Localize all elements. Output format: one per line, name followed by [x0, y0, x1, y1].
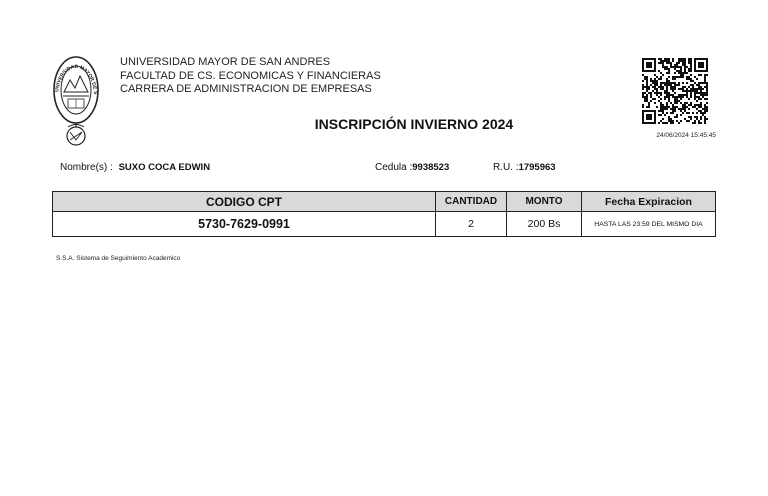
cedula-row [375, 162, 449, 173]
faculty-name: FACULTAD DE CS. ECONOMICAS Y FINANCIERAS [120, 69, 381, 82]
university-name: UNIVERSIDAD MAYOR DE SAN ANDRES [120, 56, 331, 68]
monto-value: 200 Bs [507, 212, 582, 237]
fecha-expiracion-value: HASTA LAS 23:59 DEL MISMO DIA [582, 212, 716, 237]
ru-value: 1795963 [518, 162, 556, 173]
header-fecha-expiracion: Fecha Expiracion [582, 192, 716, 212]
ru-label: R.U. : [493, 162, 519, 173]
generated-timestamp: 24/06/2024 15:45:45 [656, 132, 716, 139]
university-seal-icon [50, 52, 102, 150]
header-cantidad: CANTIDAD [436, 192, 507, 212]
ru-row [493, 162, 556, 173]
career-name: CARRERA DE ADMINISTRACION DE EMPRESAS [120, 83, 372, 95]
cpt-table [52, 191, 716, 237]
table-header-row [53, 192, 716, 212]
codigo-cpt-value: 5730-7629-0991 [53, 212, 436, 237]
header-codigo-cpt: CODIGO CPT [53, 192, 436, 212]
name-value: SUXO COCA EDWIN [118, 162, 211, 173]
cedula-value: 9938523 [412, 162, 450, 173]
cantidad-value: 2 [436, 212, 507, 237]
name-label: Nombre(s) : [60, 162, 113, 173]
institution-block [120, 56, 381, 97]
qr-code-icon [642, 58, 708, 124]
cedula-label: Cedula : [375, 162, 413, 173]
table-row [53, 212, 716, 237]
header-monto: MONTO [507, 192, 582, 212]
document-title: INSCRIPCIÓN INVIERNO 2024 [314, 116, 514, 132]
seal-text: UNIVERSIDAD MAYOR DE S [54, 63, 98, 95]
student-name-row [60, 162, 210, 173]
footer-system-name: S.S.A. Sistema de Seguimiento Academico [56, 255, 181, 262]
